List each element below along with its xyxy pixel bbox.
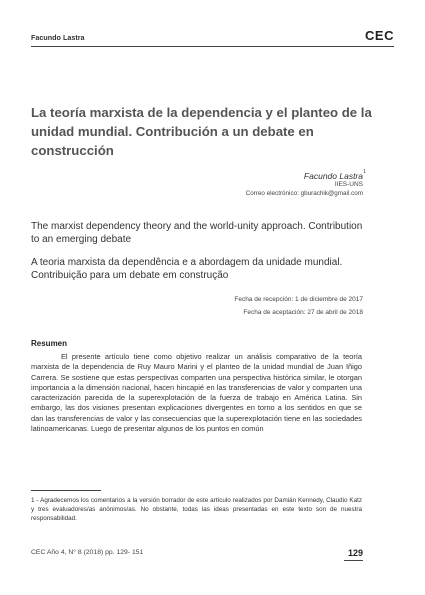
accepted-date: Fecha de aceptación: 27 de abril de 2018: [243, 309, 363, 316]
footnote-divider: [31, 490, 101, 491]
title-english: The marxist dependency theory and the world-unity approach. Contribution to an emerging debate: [31, 221, 363, 246]
author-affiliation: IIES-UNS: [334, 181, 363, 188]
header-divider: [31, 46, 394, 47]
article-title: La teoría marxista de la dependencia y el planteo de la unidad mundial. Contribución a un debate en construcción: [31, 105, 372, 158]
abstract-heading: Resumen: [31, 339, 68, 348]
running-header-author: Facundo Lastra: [31, 33, 85, 42]
title-portuguese: A teoria marxista da dependência e a abordagem da unidade mundial. Contribuição para um debate em construção: [31, 257, 343, 282]
footnote-text: 1 - Agradecemos los comentarios a la versión borrador de este artículo realizados por Damián Kennedy, Claudio Katz y tres evaluadores/as anónimos/as. No obstante, todas las ideas presentadas en este texto son de nuestra responsabilidad.: [31, 497, 362, 522]
page-number-underline: [344, 560, 363, 561]
received-date: Fecha de recepción: 1 de diciembre de 2017: [234, 296, 363, 303]
abstract-text: El presente artículo tiene como objetivo realizar un análisis comparativo de la teoría marxista de la dependencia de Ruy Mauro Marini y el planteo de la unidad mundial de Juan Iñigo Carrera. Se sostiene que estas perspectivas comparten una perspectiva histórica similar, le otorgan importancia a la dimensión nacional, hacen hincapié en las transferencias de valor y comparten una caracterización parecida de la superexplotación de la fuerza de trabajo en América Latina. Sin embargo, las dos visiones presentan explicaciones divergentes en torno a los sentidos en que se dan las transferencias de valor y las consecuencias que la superexplotación tiene en las sociedades latinoamericanas. Luego de presentar algunos de los puntos en común: [31, 352, 362, 434]
author-name: Facundo Lastra: [303, 171, 363, 181]
journal-logo: CEC: [365, 28, 394, 43]
journal-citation: CEC Año 4, N° 8 (2018) pp. 129- 151: [31, 549, 144, 556]
author-footnote-mark: 1: [363, 169, 366, 175]
author-email: Correo electrónico: gburachik@gmail.com: [245, 190, 363, 197]
page-number: 129: [347, 548, 363, 558]
